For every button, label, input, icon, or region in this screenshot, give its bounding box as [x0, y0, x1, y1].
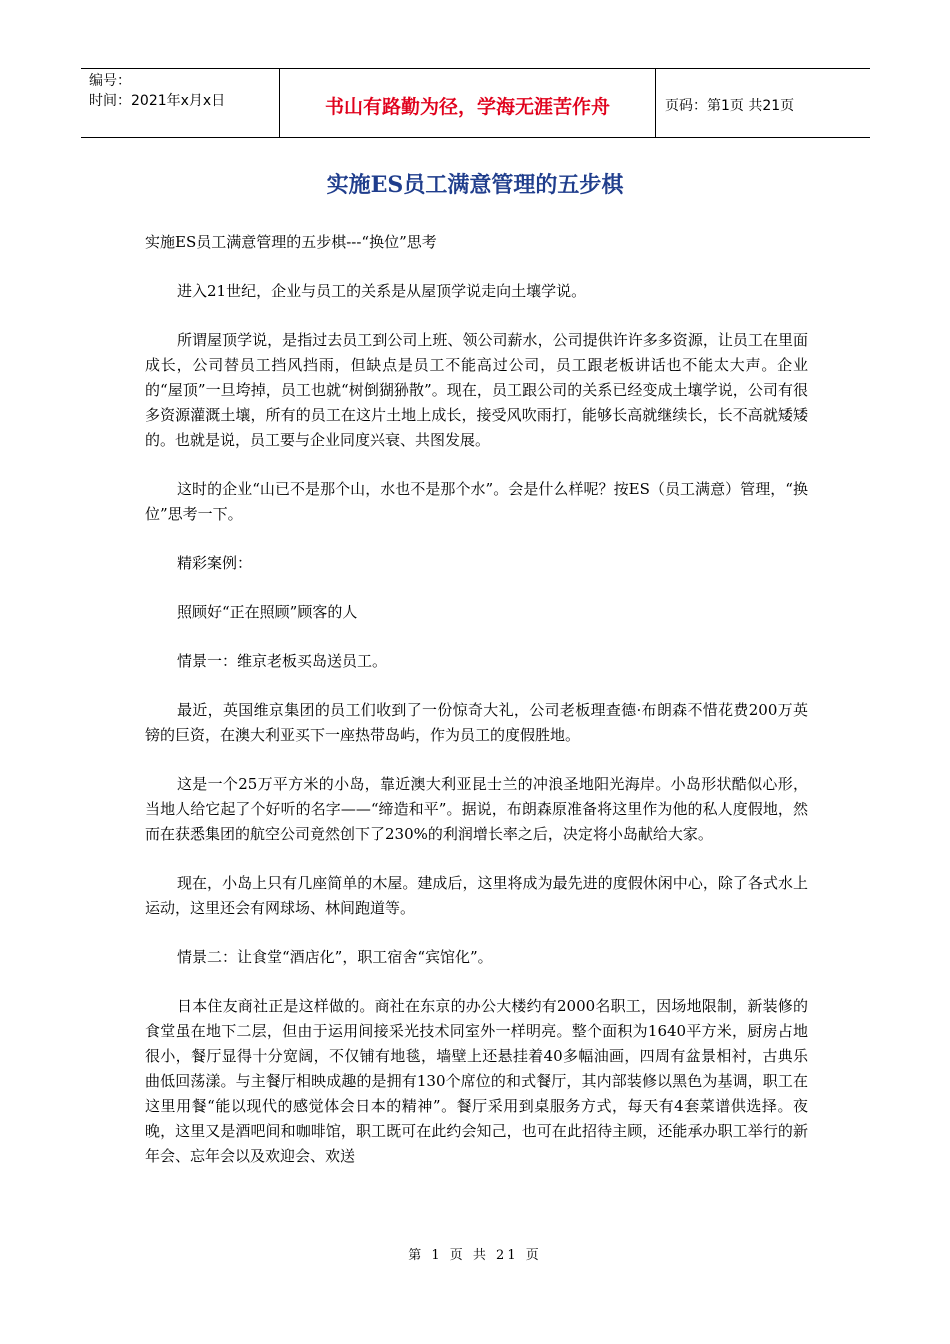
- body-paragraph: 日本住友商社正是这样做的。商社在东京的办公大楼约有2000名职工，因场地限制，新装修的食堂虽在地下二层，但由于运用间接采光技术同室外一样明亮。整个面积为1640平方米，厨房占地很小，餐厅显得十分宽阔，不仅铺有地毯，墙壁上还悬挂着40多幅油画，四周有盆景相衬，古典乐曲低回荡漾。与主餐厅相映成趣的是拥有130个席位的和式餐厅，其内部装修以黑色为基调，职工在这里用餐“能以现代的感觉体会日本的精神”。餐厅采用到桌服务方式，每天有4套菜谱供选择。夜晚，这里又是酒吧间和咖啡馆，职工既可在此约会知己，也可在此招待主顾，还能承办职工举行的新年会、忘年会以及欢迎会、欢送: [145, 997, 808, 1165]
- body-paragraph: 最近，英国维京集团的员工们收到了一份惊奇大礼，公司老板理查德·布朗森不惜花费200万英镑的巨资，在澳大利亚买下一座热带岛屿，作为员工的度假胜地。: [145, 701, 808, 744]
- body-paragraph: 这是一个25万平方米的小岛，靠近澳大利亚昆士兰的冲浪圣地阳光海岸。小岛形状酷似心形，当地人给它起了个好听的名字——“缔造和平”。据说，布朗森原准备将这里作为他的私人度假地，然而在获悉集团的航空公司竟然创下了230%的利润增长率之后，决定将小岛献给大家。: [145, 775, 808, 843]
- scenario-heading: 情景二：让食堂“酒店化”，职工宿舍“宾馆化”。: [177, 948, 493, 966]
- body-paragraph: 所谓屋顶学说，是指过去员工到公司上班、领公司薪水，公司提供许许多多资源，让员工在里面成长，公司替员工挡风挡雨，但缺点是员工不能高过公司，员工跟老板讲话也不能太大声。企业的“屋顶”一旦垮掉，员工也就“树倒猢狲散”。现在，员工跟公司的关系已经变成土壤学说，公司有很多资源灌溉土壤，所有的员工在这片土地上成长，接受风吹雨打，能够长高就继续长，长不高就矮矮的。也就是说，员工要与企业同度兴衰、共图发展。: [145, 331, 808, 449]
- subtitle-paragraph: 实施ES员工满意管理的五步棋---“换位”思考: [145, 233, 437, 251]
- body-paragraph: 这时的企业“山已不是那个山，水也不是那个水”。会是什么样呢？按ES（员工满意）管理，“换位”思考一下。: [145, 480, 808, 523]
- document-number-label: 编号：: [89, 73, 131, 89]
- header-motto: 书山有路勤为径，学海无涯苦作舟: [280, 69, 656, 137]
- document-body: [145, 230, 808, 1169]
- scenario-heading: 情景一：维京老板买岛送员工。: [177, 652, 388, 670]
- document-date-label: 时间：2021年x月x日: [89, 93, 226, 109]
- body-paragraph: 进入21世纪，企业与员工的关系是从屋顶学说走向土壤学说。: [177, 282, 587, 300]
- case-heading: 照顾好“正在照顾”顾客的人: [177, 603, 358, 621]
- header-table: [81, 68, 870, 138]
- header-meta-cell: [81, 69, 280, 137]
- body-paragraph: 现在，小岛上只有几座简单的木屋。建成后，这里将成为最先进的度假休闲中心，除了各式水上运动，这里还会有网球场、林间跑道等。: [145, 874, 808, 917]
- section-label: 精彩案例：: [177, 554, 253, 572]
- document-title: 实施ES员工满意管理的五步棋: [326, 172, 624, 198]
- header-page-info: 页码：第1页 共21页: [665, 98, 795, 114]
- page-footer: 第 1 页 共 21 页: [408, 1248, 542, 1263]
